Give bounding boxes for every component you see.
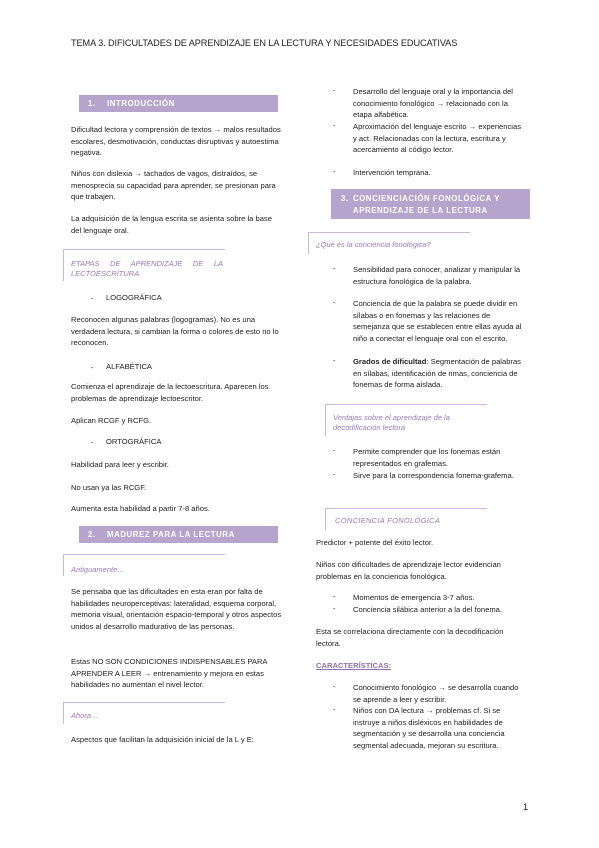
paragraph: Estas NO SON CONDICIONES INDISPENSABLES PARA APRENDER A LEER → entrenamiento y mejora en estas habilidades no aumentan el nivel lector.: [71, 657, 268, 690]
section-title-line2: APRENDIZAJE DE LA LECTURA: [353, 206, 488, 215]
subheading-etapas-line2: LECTOESCRITURA: [71, 269, 140, 278]
list-dash: -: [333, 356, 336, 365]
divider: [63, 702, 64, 724]
list-item: Conciencia silábica anterior a la del fonema.: [353, 605, 503, 614]
list-dash: -: [333, 264, 336, 273]
list-item: [353, 356, 528, 391]
subheading-conciencia-fonologica: CONCIENCIA FONOLÓGICA: [335, 516, 441, 525]
paragraph: Aplican RCGF y RCFG.: [71, 416, 152, 425]
paragraph: Predictor + potente del éxito lector.: [316, 538, 434, 547]
section-number: 3.: [341, 194, 349, 203]
section-number: 2.: [88, 530, 96, 539]
list-dash: -: [333, 298, 336, 307]
document-title: TEMA 3. DIFICULTADES DE APRENDIZAJE EN LA LECTURA Y NECESIDADES EDUCATIVAS: [71, 38, 458, 48]
list-dash: -: [333, 121, 336, 130]
subheading-caracteristicas: CARACTERÍSTICAS:: [316, 661, 392, 670]
section-title: INTRODUCCIÓN: [107, 99, 175, 108]
paragraph: Reconocen algunas palabras (logogramas). No es una verdadera lectura, si cambian la forma o colores de esto no lo reconocen.: [71, 315, 279, 348]
divider: [325, 508, 487, 509]
subheading-ventajas-line2: decodificación lectora: [333, 423, 406, 432]
subheading-que-es: ¿Qué es la conciencia fonológica?: [316, 240, 431, 249]
list-dash: -: [333, 86, 336, 95]
list-item: Conocimiento fonológico → se desarrolla cuando se aprende a leer y escribir.: [353, 683, 519, 704]
divider: [63, 554, 225, 555]
list-dash: -: [333, 592, 336, 601]
divider: [325, 404, 487, 405]
list-dash: -: [333, 604, 336, 613]
paragraph: Niños con dificultades de aprendizaje lector evidencian problemas en la conciencia fonológica.: [316, 560, 501, 581]
divider: [63, 249, 64, 281]
paragraph: La adquisición de la lengua escrita se asienta sobre la base del lenguaje oral.: [71, 214, 272, 235]
paragraph: Niños con dislexia → tachados de vagos, distraídos, se menosprecia su capacidad para aprender, se presionan para que trabajen.: [71, 169, 276, 202]
section-number: 1.: [88, 99, 96, 108]
list-item: Intervención temprana.: [353, 168, 431, 177]
stage-logografica: LOGOGRÁFICA: [106, 293, 162, 302]
list-item: Permite comprender que los fonemas están representados en grafemas.: [353, 447, 501, 468]
list-dash: -: [333, 705, 336, 714]
list-dash: -: [91, 363, 94, 372]
divider: [63, 554, 64, 576]
subheading-etapas: ETAPAS DE APRENDIZAJE DE LA: [71, 259, 223, 268]
paragraph: Dificultad lectora y comprensión de textos → malos resultados escolares, desmotivación, conductas disruptivas y autoestima negativa.: [71, 125, 281, 158]
bold-term: Grados de dificultad: [353, 357, 427, 366]
section-title: CONCIENCIACIÓN FONOLÓGICA Y: [353, 194, 501, 203]
section-heading-introduccion: [79, 95, 278, 112]
list-item-text: : Segmentación de palabras en sílabas, identificación de rimas, conciencia de fonemas de forma aislada.: [353, 357, 521, 390]
paragraph: Habilidad para leer y escribir.: [71, 460, 169, 469]
list-item: Momentos de emergencia 3-7 años.: [353, 593, 475, 602]
paragraph: Aspectos que facilitan la adquisición inicial de la L y E:: [71, 735, 254, 744]
paragraph: Se pensaba que las dificultades en esta eran por falta de habilidades neuroperceptivas: lateralidad, esquema corporal, memoria visual, orientación espacio-temporal y otros aspectos unidos al desarrollo madurativo de las personas.: [71, 587, 282, 631]
page-number: 1: [522, 802, 528, 812]
list-item: Sensibilidad para conocer, analizar y manipular la estructura fonológica de la palabra.: [353, 265, 521, 286]
list-dash: -: [333, 167, 336, 176]
divider: [325, 404, 326, 436]
list-item: Desarrollo del lenguaje oral y la importancia del conocimiento fonológico → relacionado con la etapa alfabética.: [353, 87, 513, 120]
list-dash: -: [333, 446, 336, 455]
list-item: Aproximación del lenguaje escrito → experiencias y act. Relacionadas con la lectura, escritura y acercamiento al código lector.: [353, 122, 521, 155]
subheading-antiguamente: Antiguamente…: [71, 565, 125, 574]
section-heading-conciencia-fonologica: [331, 189, 530, 219]
list-item: Conciencia de que la palabra se puede dividir en sílabas o en fonemas y las relaciones de semejanza que se establecen entre ellas ayuda al niño a conectar el lenguaje oral con el escrito.: [353, 299, 522, 343]
stage-alfabetica: ALFABÉTICA: [106, 362, 152, 371]
divider: [63, 702, 225, 703]
paragraph: No usan ya las RCGF.: [71, 483, 147, 492]
paragraph: Aumenta esta habilidad a partir 7-8 años.: [71, 504, 210, 513]
paragraph: Esta se correlaciona directamente con la decodificación lectora.: [316, 627, 504, 648]
divider: [308, 232, 470, 233]
paragraph: Comienza el aprendizaje de la lectoescritura. Aparecen los problemas de aprendizaje lectoescritor.: [71, 382, 269, 403]
divider: [325, 508, 326, 530]
list-dash: -: [333, 470, 336, 479]
stage-ortografica: ORTOGRÁFICA: [106, 437, 162, 446]
list-dash: -: [333, 682, 336, 691]
list-dash: -: [91, 438, 94, 447]
divider: [63, 249, 225, 250]
subheading-ventajas: Ventajas sobre el aprendizaje de la: [333, 413, 450, 422]
subheading-ahora: Ahora…: [71, 711, 99, 720]
list-item: Sirve para la correspondencia fonema-grafema.: [353, 471, 514, 480]
divider: [308, 232, 309, 254]
section-heading-madurez: [79, 526, 278, 543]
section-title: MADUREZ PARA LA LECTURA: [107, 530, 235, 539]
list-dash: -: [91, 294, 94, 303]
list-item: Niños con DA lectura → problemas cf. Si se instruye a niños disléxicos en habilidades de segmentación y se desarrolla una conciencia segmental adecuada, mejoran su escritura.: [353, 706, 505, 750]
